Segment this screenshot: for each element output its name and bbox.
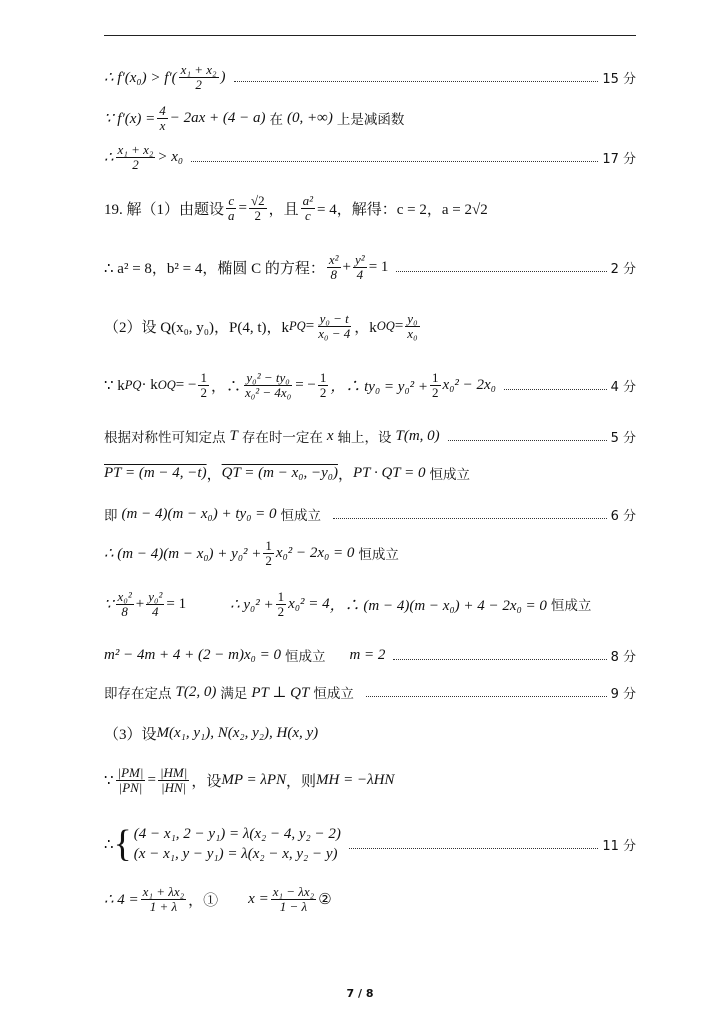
math-text: x₀² − 2x₀ = 0 (275, 544, 355, 561)
math-text: PT · QT = 0 (352, 464, 426, 481)
fraction: $\frac{\text{x₁ − λx₂}}{1 - \lambda}$ (272, 883, 315, 914)
math-text: · k (141, 376, 158, 393)
text: ，设 (191, 773, 222, 790)
fraction: $\frac{1}{2}$ (277, 588, 285, 619)
math-text: = (147, 771, 156, 788)
fraction: $\frac{\text{a²}}{c}$ (302, 192, 314, 223)
score-label: 5 分 (610, 430, 636, 446)
math-text: ∴ y₀² + (230, 596, 274, 613)
fraction: $\frac{\text{y₀}}{\text{x₀}}$ (407, 310, 418, 341)
text: 轴上，设 (337, 430, 392, 446)
text: ，k (354, 319, 377, 336)
text: 恒成立 (284, 649, 326, 665)
math-text: ，∴ ty₀ = y₀² + (330, 378, 429, 395)
equation-row: (x − x₁, y − y₁) = λ(x₂ − x, y₂ − y) (133, 846, 338, 862)
line-substitution (104, 538, 636, 568)
fraction: $\frac{1}{2}$ (265, 537, 272, 568)
score-label: 2 分 (610, 261, 636, 277)
text: 满足 (220, 686, 248, 702)
math-text: = (394, 317, 404, 334)
score-label: 8 分 (610, 649, 636, 665)
fraction: $\frac{4}{x}$ (159, 102, 166, 133)
fraction: $\frac{√2}{2}$ (250, 192, 265, 223)
math-text: T(m, 0) (395, 427, 440, 444)
fraction: $\frac{1}{2}$ (200, 369, 207, 400)
fraction: $\frac{1}{2}$ (319, 369, 327, 400)
math-text: ∴ (104, 149, 114, 166)
text: 在 (269, 112, 284, 128)
line-slope-product (104, 370, 636, 400)
math-text: T(2, 0) (175, 683, 217, 700)
line-fixed-point (104, 677, 636, 707)
line-derivative-def (104, 103, 524, 133)
text: 恒成立 (358, 547, 399, 563)
text: ， (206, 466, 222, 483)
math-text: ∵ (104, 596, 114, 613)
leader-dots (191, 161, 598, 162)
subscript: PQ (124, 377, 142, 392)
equation-row: (4 − x₁, 2 − y₁) = λ(x₂ − 4, y₂ − 2) (133, 825, 341, 842)
fraction: $\frac{\text{x₁ + x₂}}{2}$ (180, 61, 217, 92)
leader-dots (234, 81, 599, 82)
text: 上是减函数 (336, 112, 405, 128)
fraction: $\frac{1}{2}$ (432, 369, 439, 400)
math-text: ) (220, 68, 226, 85)
text: 存在时一定在 (241, 430, 323, 446)
text: 恒成立 (550, 598, 592, 614)
math-text: (0, +∞) (287, 109, 333, 126)
text: （3）设 (104, 726, 157, 743)
header-rule (104, 35, 636, 36)
math-text: ，∴ (210, 378, 241, 395)
math-text: x = (248, 890, 269, 907)
text: ，且 (268, 201, 299, 218)
text: = 4，解得：c = 2，a = 2√2 (317, 201, 488, 218)
math-text: m = 2 (349, 646, 386, 663)
math-text: MH = −λHN (316, 771, 395, 788)
text: ，① (188, 892, 219, 909)
math-text: T (229, 427, 238, 444)
fraction: $\frac{\text{y²}}{4}$ (355, 251, 365, 282)
fraction: $\frac{\text{y₀² − ty₀}}{\text{x₀² − 4x₀}}$ (244, 369, 292, 400)
text: 根据对称性可知定点 (104, 430, 226, 446)
question-heading: 19. 解（1）由题设 (104, 201, 225, 218)
line-q19-part1 (104, 193, 636, 223)
text: 恒成立 (313, 686, 354, 702)
line-vectors (104, 458, 636, 488)
math-text: ∵ k (104, 377, 125, 394)
leader-dots (366, 696, 607, 697)
line-derivative-compare (104, 62, 636, 92)
score-label: 15 分 (602, 71, 636, 87)
math-text: ∴ (m − 4)(m − x₀) + y₀² + (104, 545, 262, 562)
math-text: M(x₁, y₁), N(x₂, y₂), H(x, y) (156, 724, 319, 741)
line-system (104, 823, 636, 865)
fraction: $\frac{\text{x₁ + x₂}}{2}$ (117, 141, 154, 172)
fraction: $\frac{c}{a}$ (228, 192, 235, 223)
math-text: x₀² = 4 (288, 595, 330, 612)
math-text: ∵ (104, 772, 114, 789)
math-text: m² − 4m + 4 + (2 − m)x₀ = 0 (104, 646, 281, 663)
leader-dots (396, 271, 606, 272)
math-text: ∴ f′(x₀) > f′( (104, 69, 177, 86)
math-text: + (342, 258, 352, 275)
math-text: ∴ (104, 836, 114, 853)
fraction: $\frac{|PM|}{|PN|}$ (117, 764, 144, 795)
subscript: OQ (157, 377, 176, 392)
math-text: PT = (m − 4, −t) (104, 464, 207, 481)
score-label: 9 分 (610, 686, 636, 702)
line-part2-setup (104, 311, 636, 341)
score-label: 17 分 (602, 151, 636, 167)
line-part3-setup (104, 718, 636, 748)
math-text: = − (295, 376, 316, 393)
math-text: − 2ax + (4 − a) (169, 109, 266, 126)
line-conclusion-17 (104, 142, 636, 172)
math-text: x (326, 427, 334, 444)
leader-dots (448, 440, 607, 441)
fraction: $\frac{\text{y₀ − t}}{\text{x₀ − 4}}$ (318, 310, 351, 341)
score-label: 11 分 (602, 838, 636, 854)
subscript: OQ (376, 318, 395, 333)
leader-dots (504, 389, 607, 390)
text: 恒成立 (280, 508, 322, 524)
line-condition (104, 499, 636, 529)
math-text: x₀² − 2x₀ (442, 376, 496, 393)
text: ，则 (286, 773, 317, 790)
line-m-solution (104, 640, 636, 670)
math-text: = (238, 199, 247, 216)
fraction: $\frac{\text{x₀²}}{8}$ (117, 588, 132, 619)
math-text: QT = (m − x₀, −y₀) (221, 464, 338, 481)
brace-icon: { (113, 823, 132, 865)
line-ellipse-equation (104, 252, 636, 282)
line-coordinates (104, 884, 636, 914)
leader-dots (333, 518, 607, 519)
math-text: PT ⊥ QT (251, 684, 310, 701)
math-text: = 1 (166, 595, 187, 612)
math-text: ∵ f′(x) = (104, 110, 156, 127)
text: 恒成立 (429, 467, 470, 483)
fraction: $\frac{\text{x₁ + λx₂}}{1 + \lambda}$ (142, 883, 185, 914)
line-symmetry (104, 421, 636, 451)
text: ② (318, 891, 332, 908)
math-text: ，∴ (m − 4)(m − x₀) + 4 − 2x₀ = 0 (329, 597, 547, 614)
fraction: $\frac{\text{x²}}{8}$ (328, 251, 339, 282)
line-ellipse-sub (104, 589, 636, 619)
fraction: $\frac{|HM|}{|HN|}$ (159, 764, 188, 795)
score-label: 6 分 (610, 508, 636, 524)
text: （2）设 Q(x₀, y₀)，P(4, t)，k (104, 319, 290, 336)
math-text: ∴ 4 = (104, 891, 139, 908)
math-text: = (305, 317, 315, 334)
math-text: (m − 4)(m − x₀) + ty₀ = 0 (121, 505, 277, 522)
fraction: $\frac{\text{y₀²}}{4}$ (148, 588, 163, 619)
text: 即存在定点 (104, 686, 172, 702)
math-text: MP = λPN (221, 771, 287, 788)
text: 即 (104, 508, 118, 524)
page-number: 7 / 8 (346, 987, 374, 1000)
math-text: = − (175, 376, 197, 393)
math-text: = 1 (368, 258, 389, 275)
math-text: + (135, 595, 145, 612)
math-text: > x₀ (157, 148, 184, 165)
equation-system (114, 824, 341, 865)
text: ， (337, 466, 353, 483)
subscript: PQ (289, 318, 306, 333)
score-label: 4 分 (610, 379, 636, 395)
line-ratio (104, 765, 636, 795)
leader-dots (393, 659, 606, 660)
text: ∴ a² = 8，b² = 4，椭圆 C 的方程： (104, 260, 325, 277)
leader-dots (349, 848, 598, 849)
